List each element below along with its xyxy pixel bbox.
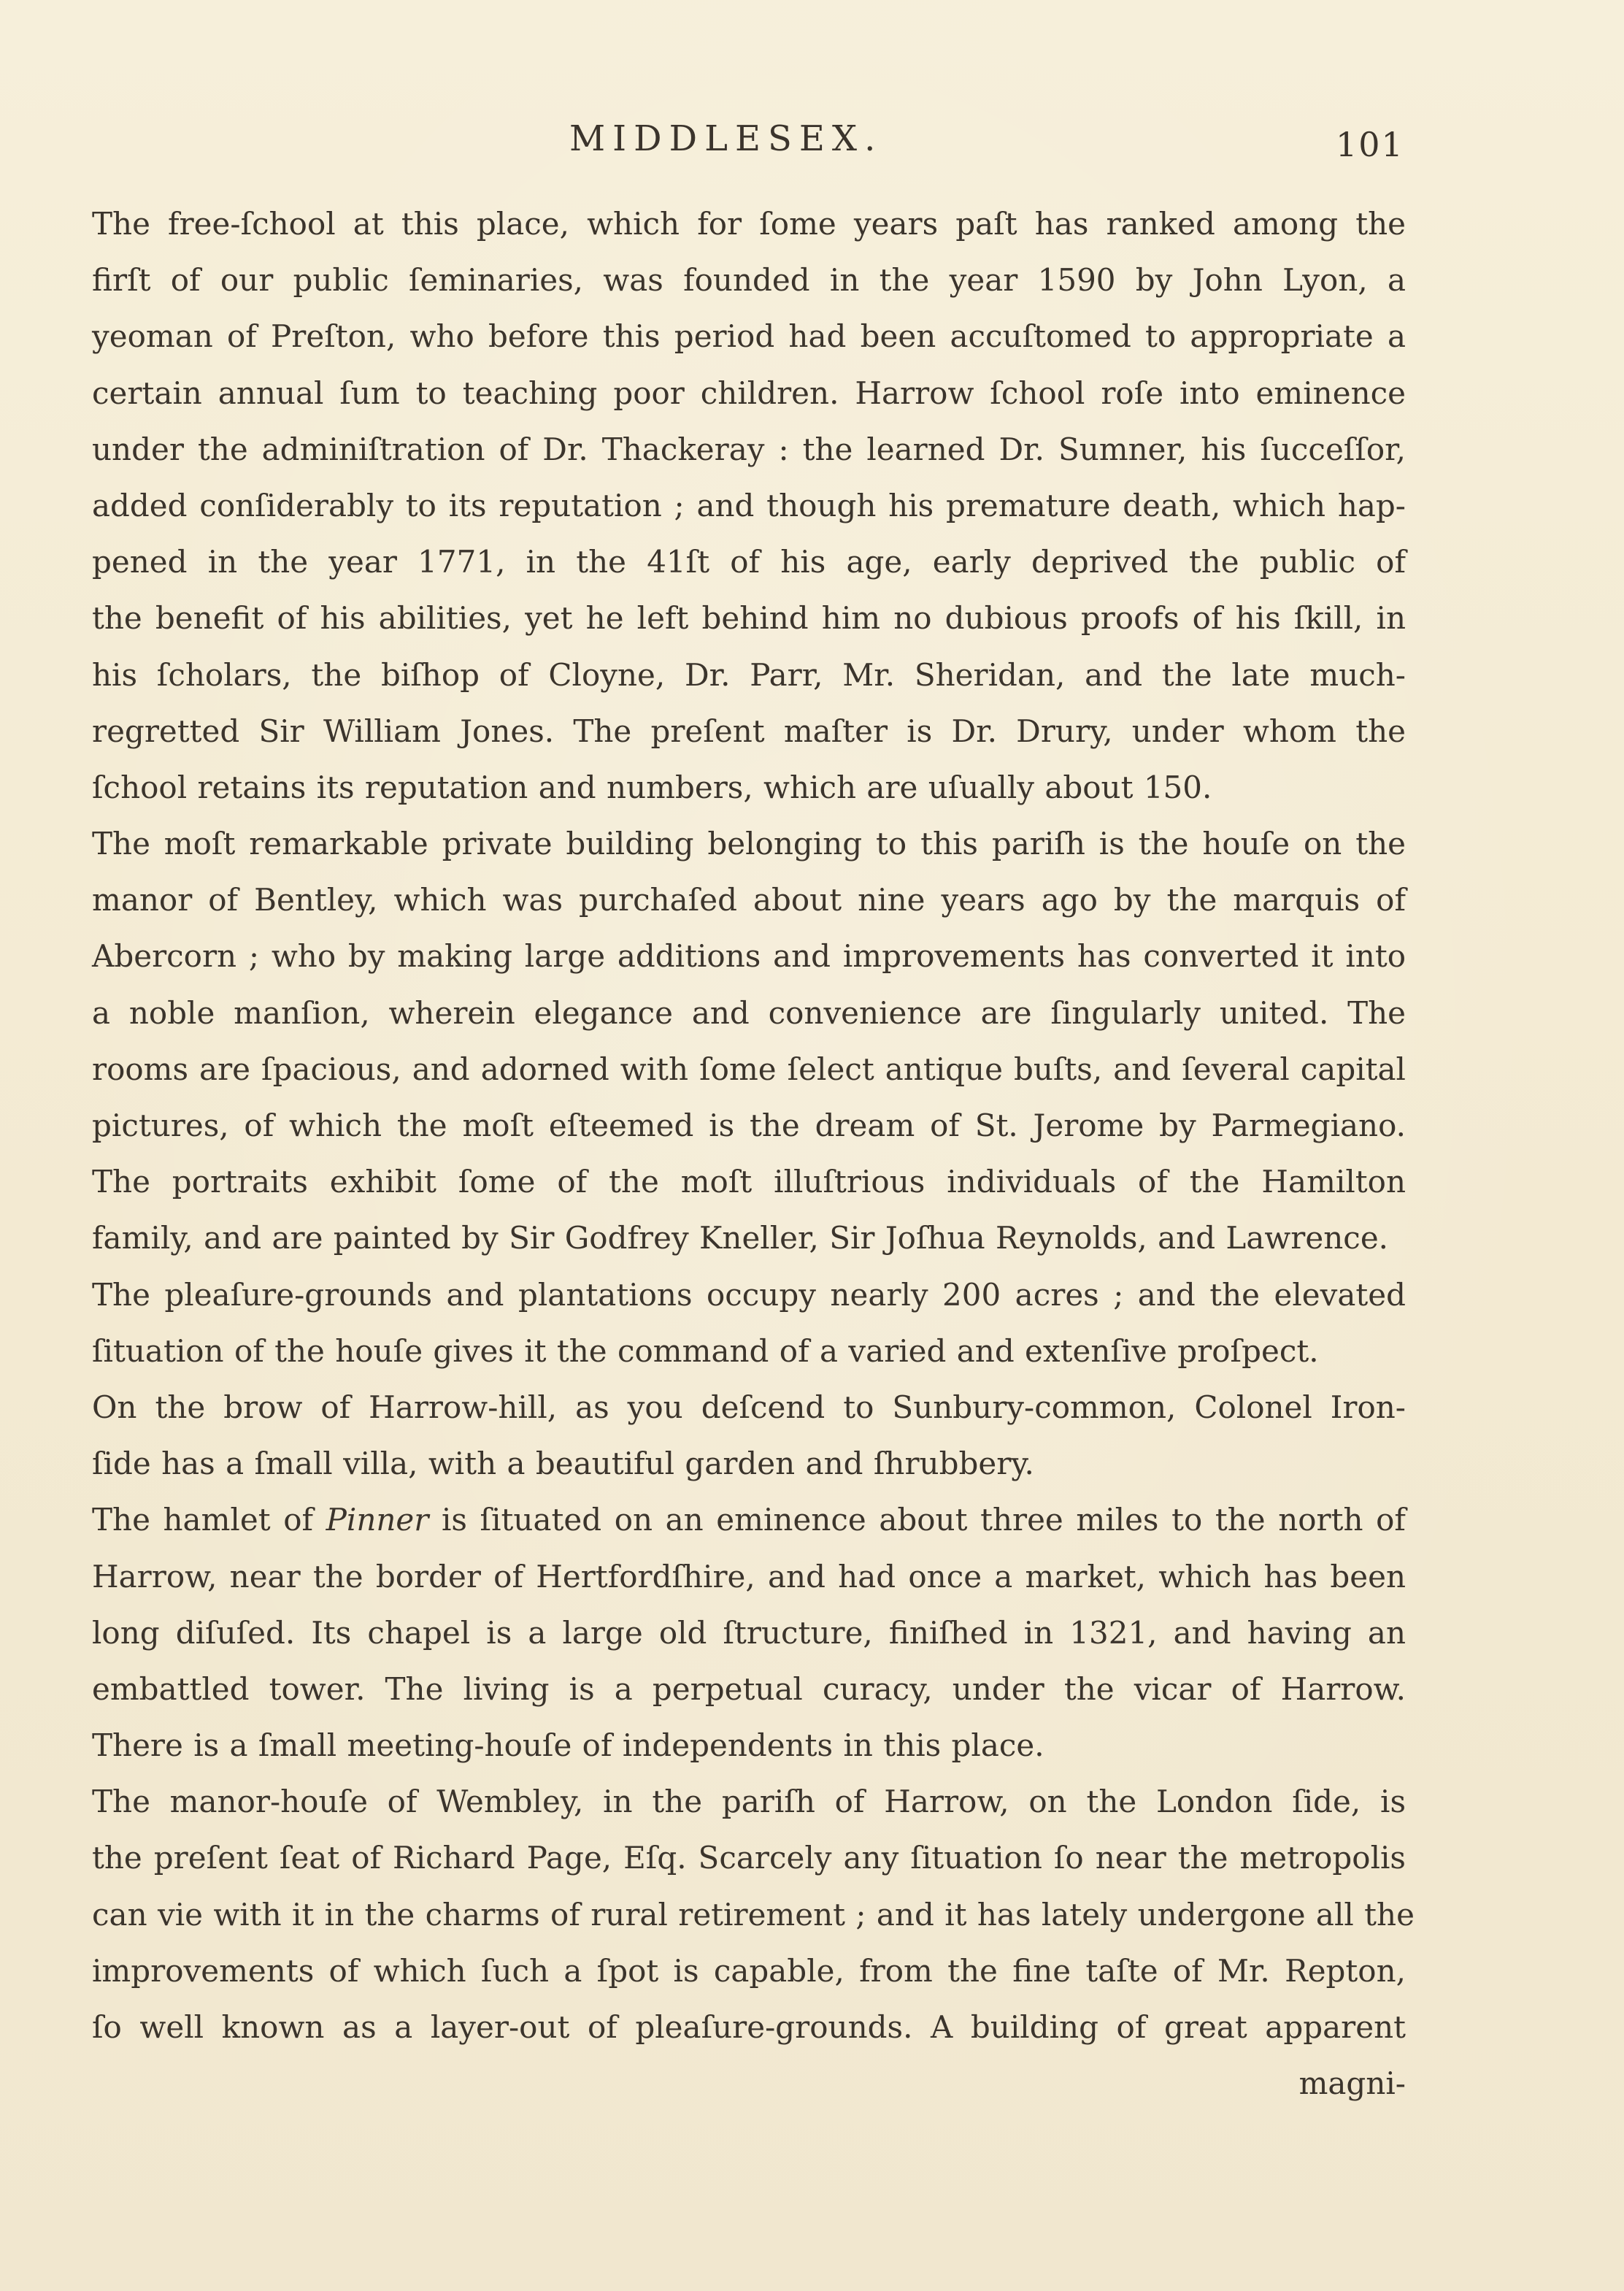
text-line: the preſent ſeat of Richard Page, Eſq. Scarcely any ſituation ſo near the metropolis xyxy=(92,1840,1406,1876)
text-line: The portraits exhibit ſome of the moſt illuſtrious individuals of the Hamilton xyxy=(92,1164,1406,1200)
text-line: There is a ſmall meeting-houſe of independents in this place. xyxy=(92,1727,1044,1764)
text-segment: is ſituated on an eminence about three miles to the north of xyxy=(441,1502,1406,1538)
text-line: regretted Sir William Jones. The preſent maſter is Dr. Drury, under whom the xyxy=(92,713,1406,749)
text-line: ſchool retains its reputation and numbers, which are uſually about 150. xyxy=(92,769,1212,805)
text-line: the benefit of his abilities, yet he left behind him no dubious proofs of his ſkill, in xyxy=(92,600,1406,637)
text-line: yeoman of Preſton, who before this period had been accuſtomed to appropriate a xyxy=(92,318,1406,355)
paragraph-harrow-hill xyxy=(92,1379,1406,1492)
text-line: embattled tower. The living is a perpetual curacy, under the vicar of Harrow. xyxy=(92,1670,1406,1707)
page-header xyxy=(0,117,1624,175)
text-line: Abercorn ; who by making large additions and improvements has converted it into xyxy=(92,938,1406,975)
text-line: added conſiderably to its reputation ; and though his premature death, which hap- xyxy=(92,487,1406,523)
text-line: The manor-houſe of Wembley, in the pariſh of Harrow, on the London ſide, is xyxy=(92,1784,1406,1820)
text-line: certain annual ſum to teaching poor children. Harrow ſchool roſe into eminence xyxy=(92,375,1406,411)
body-text xyxy=(92,196,1415,2111)
text-line: rooms are ſpacious, and adorned with ſome ſelect antique buſts, and ſeveral capital xyxy=(92,1051,1406,1087)
text-line: his ſcholars, the biſhop of Cloyne, Dr. Parr, Mr. Sheridan, and the late much- xyxy=(92,656,1406,693)
text-line: improvements of which ſuch a ſpot is capable, from the fine taſte of Mr. Repton, xyxy=(92,1952,1406,1989)
paragraph-pinner xyxy=(92,1492,1406,1773)
paragraph-pleasure-grounds xyxy=(92,1267,1406,1379)
text-line: Harrow, near the border of Hertfordſhire, and had once a market, which has been xyxy=(92,1558,1406,1595)
text-line: On the brow of Harrow-hill, as you deſcend to Sunbury-common, Colonel Iron- xyxy=(92,1389,1406,1425)
text-line: ſide has a ſmall villa, with a beautiful garden and ſhrubbery. xyxy=(92,1446,1034,1482)
text-line: manor of Bentley, which was purchaſed about nine years ago by the marquis of xyxy=(92,882,1406,918)
text-line: The pleaſure-grounds and plantations occupy nearly 200 acres ; and the elevated xyxy=(92,1276,1406,1313)
text-line: ſo well known as a layer-out of pleaſure-grounds. A building of great apparent xyxy=(92,2009,1406,2045)
paragraph-harrow-school xyxy=(92,196,1406,816)
text-line: long diſuſed. Its chapel is a large old ſtructure, finiſhed in 1321, and having an xyxy=(92,1614,1406,1651)
text-segment: The hamlet of xyxy=(92,1502,314,1538)
text-line: family, and are painted by Sir Godfrey Kneller, Sir Joſhua Reynolds, and Lawrence. xyxy=(92,1220,1389,1256)
paragraph-bentley-manor xyxy=(92,816,1406,1267)
catchword: magni- xyxy=(1298,2065,1406,2102)
text-line xyxy=(92,1492,1406,1548)
text-line: can vie with it in the charms of rural retirement ; and it has lately undergone all the xyxy=(92,1896,1415,1933)
text-line: pened in the year 1771, in the 41ſt of his age, early deprived the public of xyxy=(92,544,1406,580)
paragraph-wembley xyxy=(92,1773,1415,2055)
text-line: under the adminiſtration of Dr. Thackeray : the learned Dr. Sumner, his ſucceſſor, xyxy=(92,431,1406,467)
text-line: a noble manſion, wherein elegance and convenience are ſingularly united. The xyxy=(92,994,1406,1031)
text-line: firſt of our public ſeminaries, was founded in the year 1590 by John Lyon, a xyxy=(92,262,1406,299)
text-line: The moſt remarkable private building belonging to this pariſh is the houſe on the xyxy=(92,826,1406,862)
running-head: MIDDLESEX. xyxy=(569,118,883,159)
page-number: 101 xyxy=(1336,125,1404,164)
text-line: pictures, of which the moſt eſteemed is the dream of St. Jerome by Parmegiano. xyxy=(92,1108,1406,1143)
text-line: ſituation of the houſe gives it the command of a varied and extenſive proſpect. xyxy=(92,1332,1319,1369)
text-line: The free-ſchool at this place, which for ſome years paſt has ranked among the xyxy=(92,206,1406,242)
place-name-pinner: Pinner xyxy=(326,1502,429,1538)
